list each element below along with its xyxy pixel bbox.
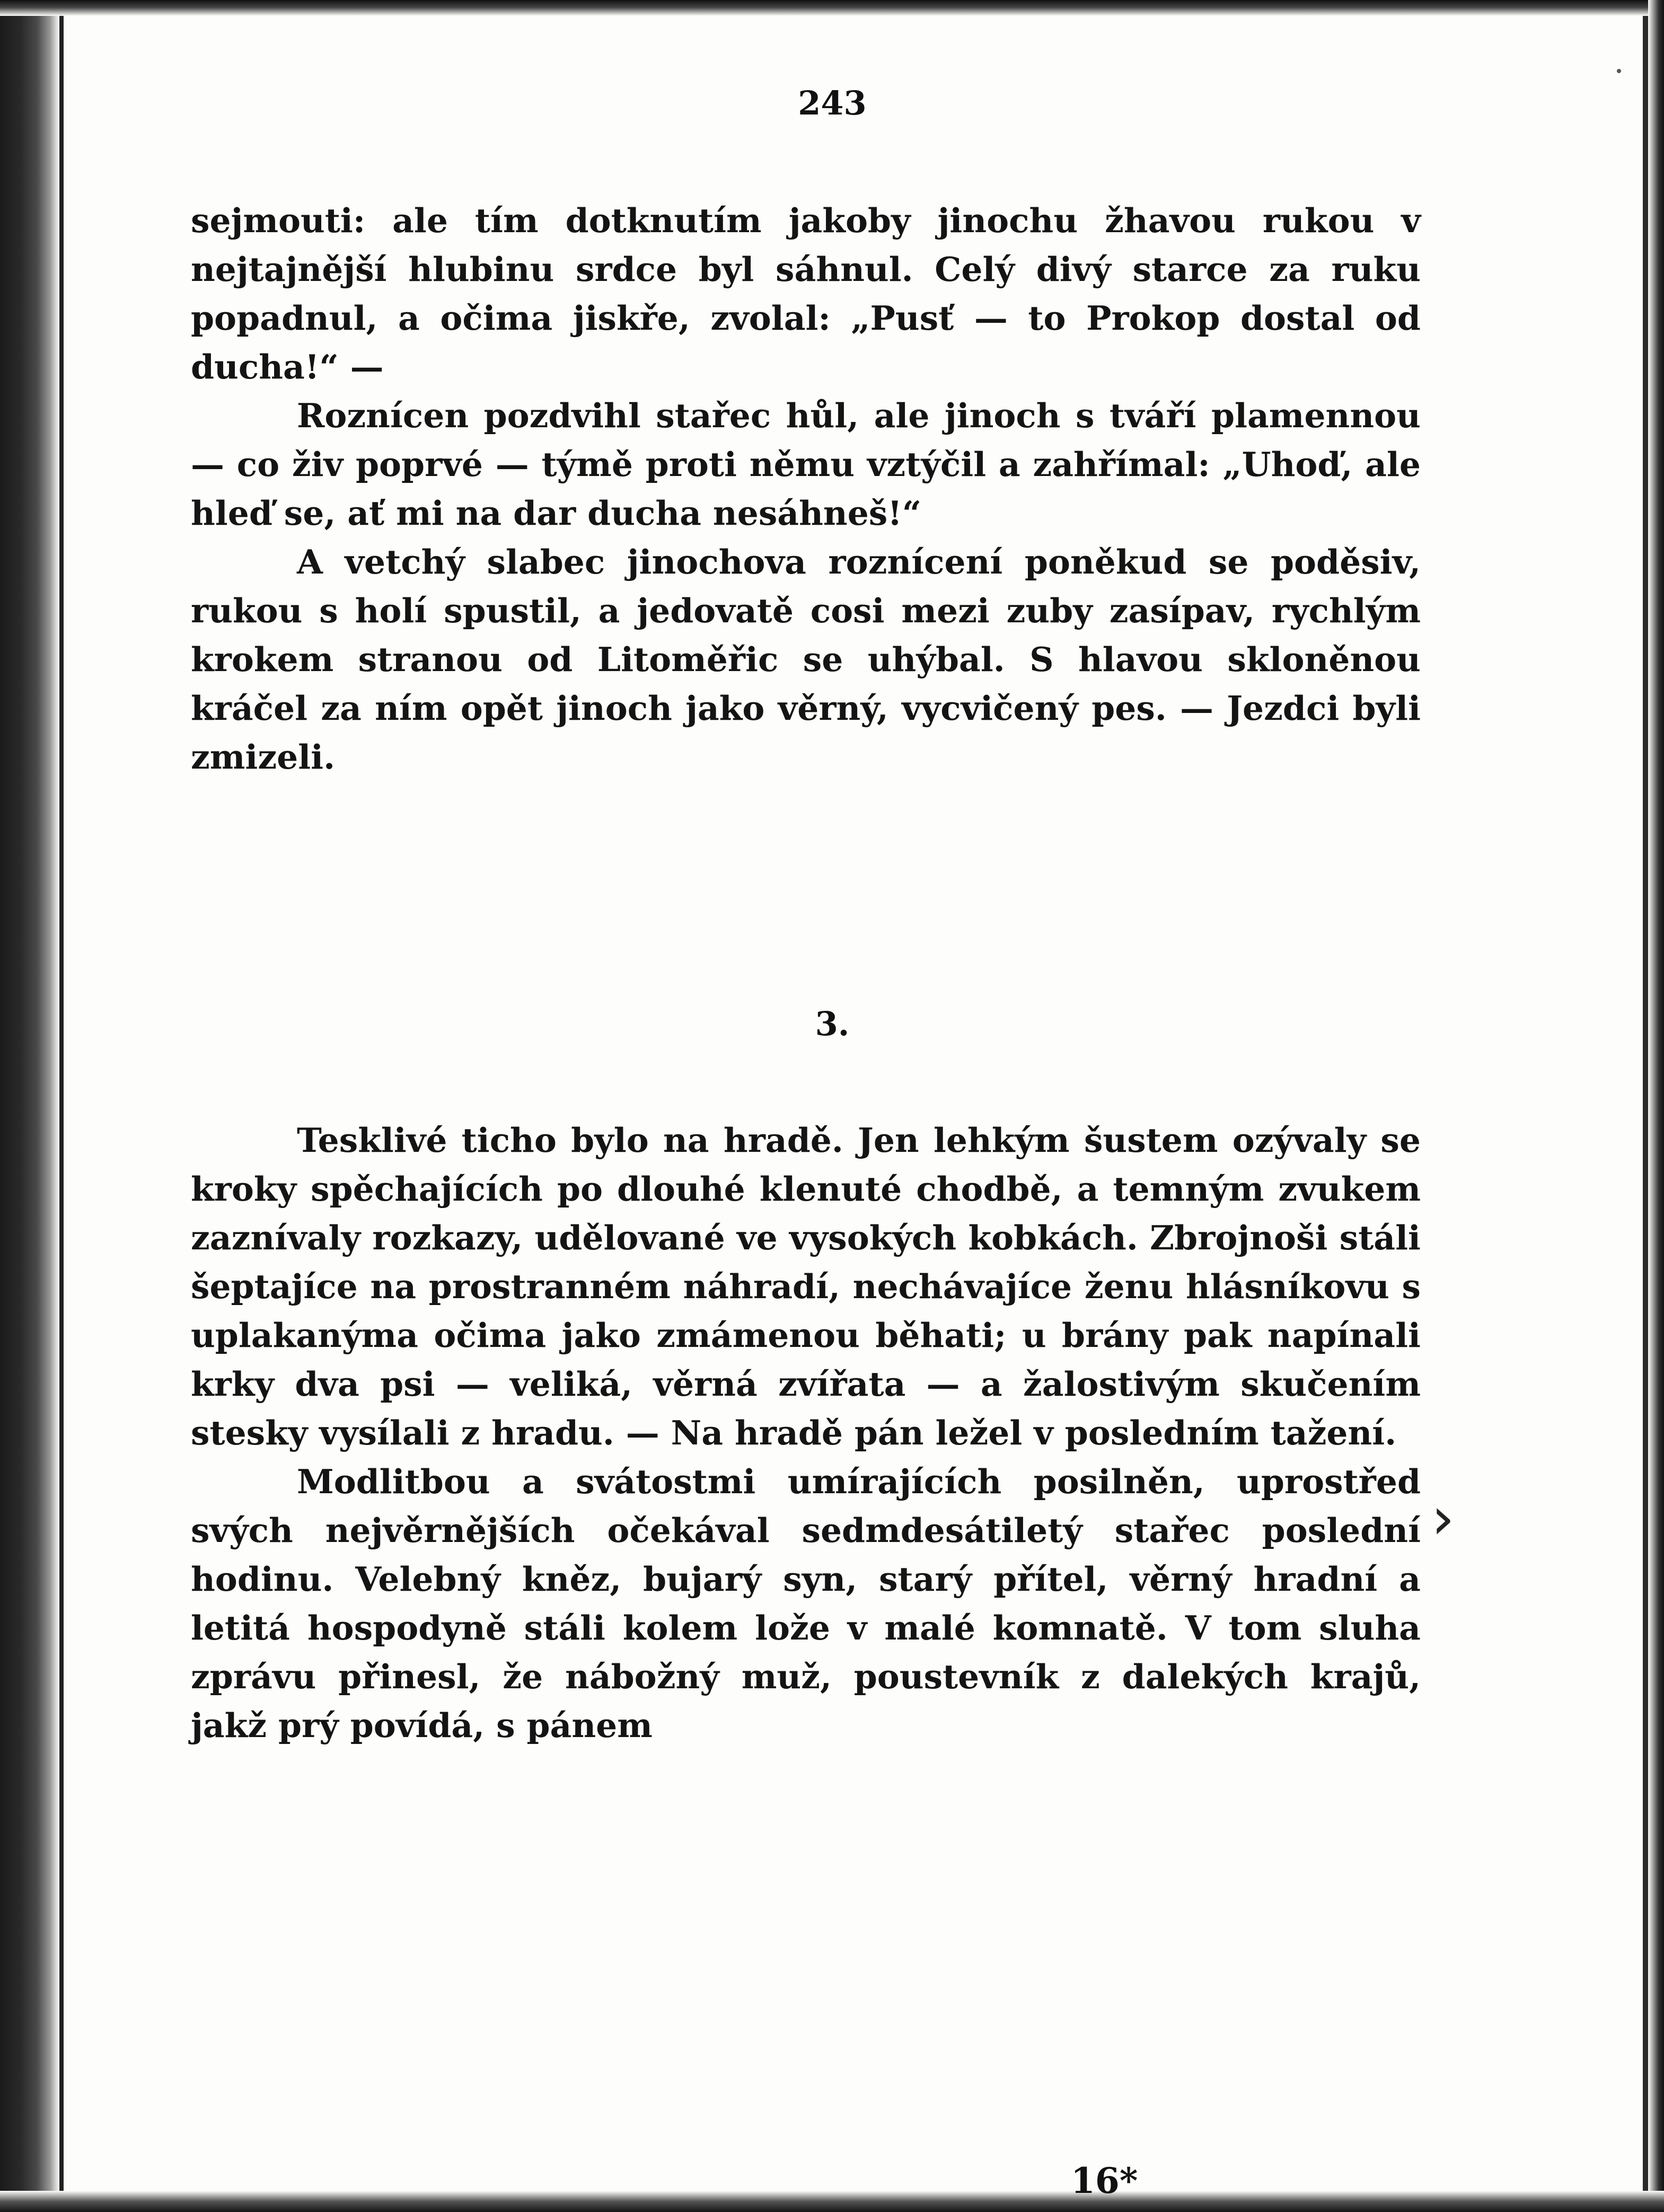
paragraph: Roznícen pozdvihl stařec hůl, ale jinoch s tváří plamennou — co živ poprvé — týmě proti němu vztýčil a zahřímal: „Uhoď, ale hleď se, ať mi na dar ducha nesáhneš!“ <box>191 396 1421 533</box>
text-block-bottom <box>191 1116 1421 1750</box>
paragraph: Tesklivé ticho bylo na hradě. Jen lehkým šustem ozývaly se kroky spěchajících po dlouhé klenuté chodbě, a temným zvukem zaznívaly rozkazy, udělované ve vysokých kobkách. Zbrojnoši stáli šeptajíce na prostranném náhradí, nechávajíce ženu hlásníkovu s uplakanýma očima jako zmámenou běhati; u brány pak napínali krky dva psi — veliká, věrná zvířata — a žalostivým skučením stesky vysílali z hradu. — Na hradě pán ležel v posledním tažení. <box>191 1121 1421 1452</box>
page-number: 243 <box>798 84 867 122</box>
text-block-top <box>191 196 1421 781</box>
page-top-edge <box>0 0 1664 16</box>
page-right-shadow-line <box>1643 16 1648 2212</box>
section-number: 3. <box>815 1004 850 1043</box>
page-right-edge <box>1648 0 1664 2212</box>
paragraph: A vetchý slabec jinochova roznícení poněkud se poděsiv, rukou s holí spustil, a jedovatě cosi mezi zuby zasípav, rychlým krokem stranou od Litoměřic se uhýbal. S hlavou skloněnou kráčel za ním opět jinoch jako věrný, vycvičený pes. — Jezdci byli zmizeli. <box>191 542 1421 777</box>
margin-chevron-mark: › <box>1431 1484 1455 1552</box>
scan-speck <box>1617 69 1621 73</box>
signature-mark: 16* <box>1071 2160 1138 2201</box>
page-bottom-edge <box>0 2191 1664 2212</box>
book-binding-edge <box>0 0 58 2212</box>
paragraph: Modlitbou a svátostmi umírajících posilněn, uprostřed svých nejvěrnějších očekával sedmdesátiletý stařec poslední hodinu. Velebný kněz, bujarý syn, starý přítel, věrný hradní a letitá hospodyně stáli kolem lože v malé komnatě. V tom sluha zprávu přinesl, že nábožný muž, poustevník z dalekých krajů, jakž prý povídá, s pánem <box>191 1462 1421 1745</box>
paragraph: sejmouti: ale tím dotknutím jakoby jinochu žhavou rukou v nejtajnější hlubinu srdce byl sáhnul. Celý divý starce za ruku popadnul, a očima jiskře, zvolal: „Pusť — to Prokop dostal od ducha!“ — <box>191 201 1421 386</box>
binding-shadow-line <box>59 0 64 2212</box>
